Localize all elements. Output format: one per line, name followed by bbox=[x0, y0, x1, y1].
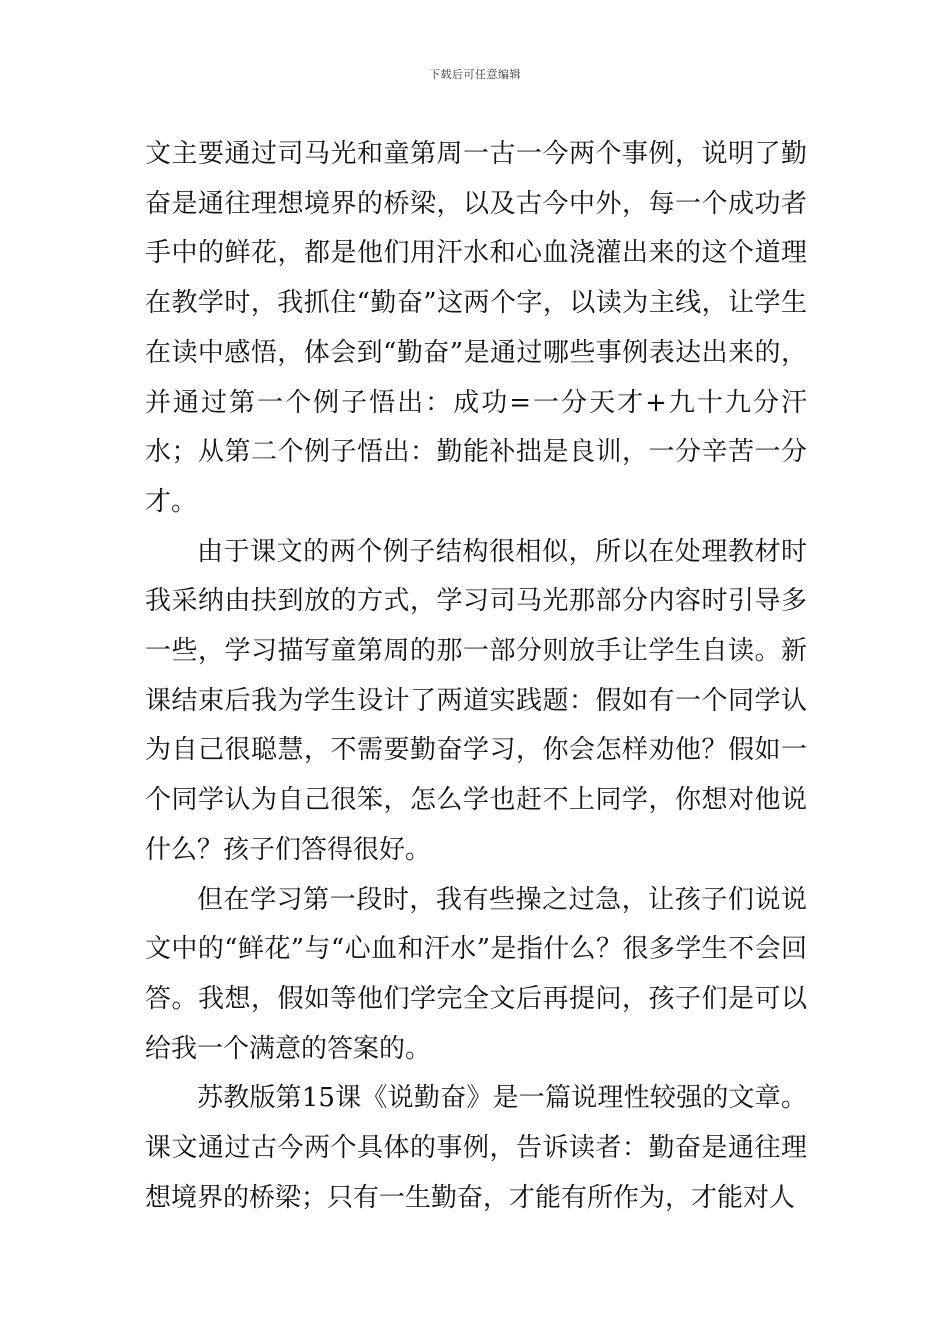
paragraph-1: 文主要通过司马光和童第周一古一今两个事例，说明了勤奋是通往理想境界的桥梁，以及古今中外，每一个成功者手中的鲜花，都是他们用汗水和心血浇灌出来的这个道理在教学时，我抓住“勤奋”这两个字，以读为主线，让学生在读中感悟，体会到“勤奋”是通过哪些事例表达出来的，并通过第一个例子悟出：成功=一分天才+九十九分汗水；从第二个例子悟出：勤能补拙是良训，一分辛苦一分才。 bbox=[145, 139, 807, 517]
paragraph-4: 苏教版第15课《说勤奋》是一篇说理性较强的文章。课文通过古今两个具体的事例，告诉读者：勤奋是通往理想境界的桥梁；只有一生勤奋，才能有所作为，才能对人 bbox=[145, 1083, 807, 1213]
paragraph-2: 由于课文的两个例子结构很相似，所以在处理教材时我采纳由扶到放的方式，学习司马光那部分内容时引导多一些，学习描写童第周的那一部分则放手让学生自读。新课结束后我为学生设计了两道实践题：假如有一个同学认为自己很聪慧，不需要勤奋学习，你会怎样劝他？假如一个同学认为自己很笨，怎么学也赶不上同学，你想对他说什么？孩子们答得很好。 bbox=[145, 536, 807, 865]
page-header: 下载后可任意编辑 bbox=[429, 68, 521, 81]
paragraph-3: 但在学习第一段时，我有些操之过急，让孩子们说说文中的“鲜花”与“心血和汗水”是指什么？很多学生不会回答。我想，假如等他们学完全文后再提问，孩子们是可以给我一个满意的答案的。 bbox=[145, 884, 807, 1064]
document-body bbox=[145, 130, 807, 1223]
